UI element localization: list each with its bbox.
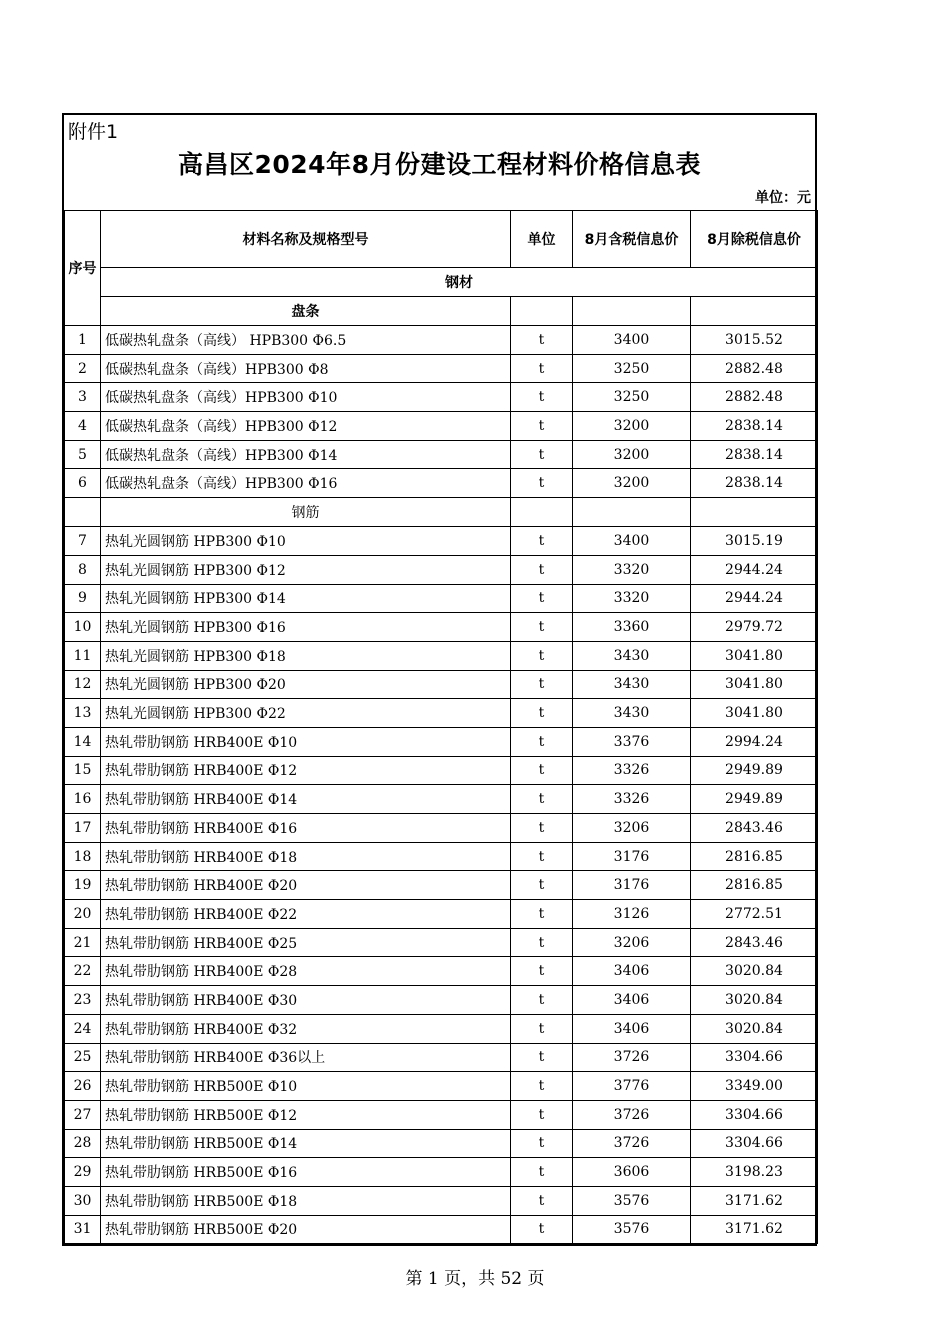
row-unit: t xyxy=(511,641,573,670)
row-seq: 14 xyxy=(65,727,101,756)
row-price-tax: 3726 xyxy=(573,1129,691,1158)
row-seq: 19 xyxy=(65,871,101,900)
row-price-tax: 3326 xyxy=(573,756,691,785)
row-unit: t xyxy=(511,928,573,957)
row-material-name: 热轧带肋钢筋 HRB500E Φ10 xyxy=(101,1072,511,1101)
row-unit: t xyxy=(511,1014,573,1043)
table-row xyxy=(65,727,818,756)
row-unit: t xyxy=(511,1129,573,1158)
section-row xyxy=(65,297,818,326)
header-unit: 单位 xyxy=(511,211,573,268)
row-material-name: 热轧带肋钢筋 HRB400E Φ36以上 xyxy=(101,1043,511,1072)
row-seq: 13 xyxy=(65,699,101,728)
row-seq: 11 xyxy=(65,641,101,670)
section-notax-cell xyxy=(691,297,818,326)
row-seq: 27 xyxy=(65,1100,101,1129)
row-seq: 16 xyxy=(65,785,101,814)
row-seq: 12 xyxy=(65,670,101,699)
row-price-notax: 2979.72 xyxy=(691,613,818,642)
row-price-notax: 2816.85 xyxy=(691,871,818,900)
table-row xyxy=(65,527,818,556)
row-material-name: 热轧光圆钢筋 HPB300 Φ16 xyxy=(101,613,511,642)
row-price-tax: 3320 xyxy=(573,584,691,613)
row-seq: 29 xyxy=(65,1158,101,1187)
row-seq: 18 xyxy=(65,842,101,871)
table-row xyxy=(65,613,818,642)
row-price-notax: 3041.80 xyxy=(691,699,818,728)
section-notax-cell xyxy=(691,498,818,527)
row-material-name: 热轧带肋钢筋 HRB500E Φ20 xyxy=(101,1215,511,1244)
row-price-tax: 3206 xyxy=(573,928,691,957)
row-unit: t xyxy=(511,986,573,1015)
row-material-name: 热轧带肋钢筋 HRB500E Φ16 xyxy=(101,1158,511,1187)
row-price-tax: 3176 xyxy=(573,871,691,900)
row-price-tax: 3430 xyxy=(573,670,691,699)
table-row xyxy=(65,383,818,412)
row-material-name: 热轧带肋钢筋 HRB400E Φ18 xyxy=(101,842,511,871)
price-sheet xyxy=(62,113,817,1246)
row-price-notax: 3304.66 xyxy=(691,1043,818,1072)
row-unit: t xyxy=(511,1043,573,1072)
table-row xyxy=(65,986,818,1015)
row-material-name: 热轧带肋钢筋 HRB400E Φ16 xyxy=(101,814,511,843)
row-price-notax: 2944.24 xyxy=(691,584,818,613)
row-unit: t xyxy=(511,670,573,699)
category-label: 钢材 xyxy=(101,268,818,297)
row-price-tax: 3400 xyxy=(573,527,691,556)
row-material-name: 热轧带肋钢筋 HRB400E Φ28 xyxy=(101,957,511,986)
row-unit: t xyxy=(511,785,573,814)
row-seq: 25 xyxy=(65,1043,101,1072)
row-price-notax: 3349.00 xyxy=(691,1072,818,1101)
row-unit: t xyxy=(511,814,573,843)
section-tax-cell xyxy=(573,297,691,326)
row-price-tax: 3406 xyxy=(573,1014,691,1043)
table-row xyxy=(65,326,818,355)
row-material-name: 热轧光圆钢筋 HPB300 Φ18 xyxy=(101,641,511,670)
row-price-tax: 3360 xyxy=(573,613,691,642)
row-unit: t xyxy=(511,871,573,900)
row-price-tax: 3776 xyxy=(573,1072,691,1101)
row-material-name: 热轧带肋钢筋 HRB400E Φ22 xyxy=(101,900,511,929)
annex-label: 附件1 xyxy=(68,121,119,143)
row-unit: t xyxy=(511,440,573,469)
row-price-notax: 3171.62 xyxy=(691,1215,818,1244)
table-row xyxy=(65,641,818,670)
section-unit-cell xyxy=(511,297,573,326)
row-seq: 23 xyxy=(65,986,101,1015)
row-seq: 22 xyxy=(65,957,101,986)
row-unit: t xyxy=(511,469,573,498)
table-row xyxy=(65,1129,818,1158)
row-price-notax: 2944.24 xyxy=(691,555,818,584)
row-price-notax: 3020.84 xyxy=(691,986,818,1015)
row-unit: t xyxy=(511,1100,573,1129)
table-row xyxy=(65,842,818,871)
row-material-name: 低碳热轧盘条（高线）HPB300 Φ10 xyxy=(101,383,511,412)
row-unit: t xyxy=(511,584,573,613)
table-row xyxy=(65,1158,818,1187)
row-price-notax: 2772.51 xyxy=(691,900,818,929)
row-price-notax: 2949.89 xyxy=(691,756,818,785)
row-unit: t xyxy=(511,412,573,441)
row-unit: t xyxy=(511,957,573,986)
row-unit: t xyxy=(511,527,573,556)
table-row xyxy=(65,928,818,957)
table-row xyxy=(65,1014,818,1043)
row-material-name: 低碳热轧盘条（高线）HPB300 Φ14 xyxy=(101,440,511,469)
table-row xyxy=(65,871,818,900)
row-material-name: 热轧带肋钢筋 HRB500E Φ12 xyxy=(101,1100,511,1129)
row-price-tax: 3250 xyxy=(573,383,691,412)
row-seq: 30 xyxy=(65,1186,101,1215)
row-price-notax: 3020.84 xyxy=(691,1014,818,1043)
row-unit: t xyxy=(511,842,573,871)
header-price-notax: 8月除税信息价 xyxy=(691,211,818,268)
row-material-name: 热轧光圆钢筋 HPB300 Φ14 xyxy=(101,584,511,613)
row-price-tax: 3376 xyxy=(573,727,691,756)
page-title: 高昌区2024年8月份建设工程材料价格信息表 xyxy=(178,150,701,179)
table-row xyxy=(65,699,818,728)
row-price-tax: 3430 xyxy=(573,641,691,670)
row-material-name: 热轧带肋钢筋 HRB400E Φ30 xyxy=(101,986,511,1015)
row-price-notax: 3015.19 xyxy=(691,527,818,556)
row-material-name: 热轧光圆钢筋 HPB300 Φ20 xyxy=(101,670,511,699)
table-row xyxy=(65,957,818,986)
row-material-name: 低碳热轧盘条（高线）HPB300 Φ12 xyxy=(101,412,511,441)
row-unit: t xyxy=(511,613,573,642)
row-material-name: 热轧带肋钢筋 HRB500E Φ14 xyxy=(101,1129,511,1158)
row-price-notax: 3041.80 xyxy=(691,641,818,670)
row-price-notax: 3041.80 xyxy=(691,670,818,699)
table-row xyxy=(65,814,818,843)
row-price-notax: 2994.24 xyxy=(691,727,818,756)
row-material-name: 热轧带肋钢筋 HRB400E Φ12 xyxy=(101,756,511,785)
section-unit-cell xyxy=(511,498,573,527)
row-price-tax: 3726 xyxy=(573,1043,691,1072)
table-row xyxy=(65,785,818,814)
row-material-name: 热轧光圆钢筋 HPB300 Φ22 xyxy=(101,699,511,728)
row-material-name: 热轧带肋钢筋 HRB500E Φ18 xyxy=(101,1186,511,1215)
category-row xyxy=(65,268,818,297)
row-seq: 9 xyxy=(65,584,101,613)
row-price-tax: 3726 xyxy=(573,1100,691,1129)
page-footer: 第 1 页，共 52 页 xyxy=(405,1269,545,1289)
table-row xyxy=(65,469,818,498)
section-seq-cell xyxy=(65,498,101,527)
row-price-tax: 3430 xyxy=(573,699,691,728)
row-material-name: 热轧带肋钢筋 HRB400E Φ14 xyxy=(101,785,511,814)
row-price-notax: 3020.84 xyxy=(691,957,818,986)
row-price-tax: 3250 xyxy=(573,354,691,383)
row-seq: 10 xyxy=(65,613,101,642)
row-price-notax: 2843.46 xyxy=(691,928,818,957)
table-row xyxy=(65,584,818,613)
row-price-notax: 2882.48 xyxy=(691,383,818,412)
row-price-tax: 3606 xyxy=(573,1158,691,1187)
row-material-name: 热轧带肋钢筋 HRB400E Φ25 xyxy=(101,928,511,957)
row-unit: t xyxy=(511,555,573,584)
row-material-name: 低碳热轧盘条（高线）HPB300 Φ8 xyxy=(101,354,511,383)
price-table xyxy=(64,210,818,1244)
row-unit: t xyxy=(511,354,573,383)
row-material-name: 热轧带肋钢筋 HRB400E Φ20 xyxy=(101,871,511,900)
section-row xyxy=(65,498,818,527)
row-price-notax: 2838.14 xyxy=(691,469,818,498)
row-price-tax: 3200 xyxy=(573,412,691,441)
row-seq: 15 xyxy=(65,756,101,785)
row-seq: 5 xyxy=(65,440,101,469)
row-unit: t xyxy=(511,727,573,756)
row-price-notax: 2843.46 xyxy=(691,814,818,843)
row-material-name: 热轧光圆钢筋 HPB300 Φ12 xyxy=(101,555,511,584)
row-price-tax: 3320 xyxy=(573,555,691,584)
table-row xyxy=(65,900,818,929)
table-row xyxy=(65,1100,818,1129)
table-row xyxy=(65,756,818,785)
row-price-tax: 3200 xyxy=(573,469,691,498)
row-unit: t xyxy=(511,326,573,355)
row-seq: 6 xyxy=(65,469,101,498)
row-seq: 28 xyxy=(65,1129,101,1158)
row-unit: t xyxy=(511,1186,573,1215)
row-unit: t xyxy=(511,699,573,728)
row-unit: t xyxy=(511,1072,573,1101)
row-price-notax: 2816.85 xyxy=(691,842,818,871)
row-price-tax: 3126 xyxy=(573,900,691,929)
table-row xyxy=(65,1072,818,1101)
row-price-tax: 3206 xyxy=(573,814,691,843)
row-seq: 8 xyxy=(65,555,101,584)
row-seq: 2 xyxy=(65,354,101,383)
row-seq: 24 xyxy=(65,1014,101,1043)
row-price-notax: 3304.66 xyxy=(691,1100,818,1129)
row-seq: 20 xyxy=(65,900,101,929)
row-unit: t xyxy=(511,900,573,929)
row-material-name: 热轧带肋钢筋 HRB400E Φ10 xyxy=(101,727,511,756)
row-price-notax: 3015.52 xyxy=(691,326,818,355)
section-title: 盘条 xyxy=(101,297,511,326)
table-row xyxy=(65,1215,818,1244)
row-seq: 4 xyxy=(65,412,101,441)
row-seq: 17 xyxy=(65,814,101,843)
header-price-tax: 8月含税信息价 xyxy=(573,211,691,268)
row-price-tax: 3200 xyxy=(573,440,691,469)
row-seq: 21 xyxy=(65,928,101,957)
table-row xyxy=(65,412,818,441)
header-name: 材料名称及规格型号 xyxy=(101,211,511,268)
row-price-tax: 3176 xyxy=(573,842,691,871)
row-seq: 7 xyxy=(65,527,101,556)
row-price-tax: 3576 xyxy=(573,1186,691,1215)
row-material-name: 低碳热轧盘条（高线）HPB300 Φ16 xyxy=(101,469,511,498)
section-title: 钢筋 xyxy=(101,498,511,527)
row-material-name: 热轧带肋钢筋 HRB400E Φ32 xyxy=(101,1014,511,1043)
row-seq: 31 xyxy=(65,1215,101,1244)
row-price-tax: 3576 xyxy=(573,1215,691,1244)
row-material-name: 低碳热轧盘条（高线） HPB300 Φ6.5 xyxy=(101,326,511,355)
table-row xyxy=(65,1186,818,1215)
row-price-notax: 2882.48 xyxy=(691,354,818,383)
row-price-tax: 3400 xyxy=(573,326,691,355)
row-seq: 3 xyxy=(65,383,101,412)
row-price-notax: 3171.62 xyxy=(691,1186,818,1215)
row-unit: t xyxy=(511,1215,573,1244)
row-unit: t xyxy=(511,756,573,785)
table-row xyxy=(65,555,818,584)
row-material-name: 热轧光圆钢筋 HPB300 Φ10 xyxy=(101,527,511,556)
header-row xyxy=(65,211,818,268)
row-unit: t xyxy=(511,383,573,412)
row-price-notax: 3198.23 xyxy=(691,1158,818,1187)
row-price-notax: 2838.14 xyxy=(691,440,818,469)
row-price-tax: 3406 xyxy=(573,986,691,1015)
table-row xyxy=(65,354,818,383)
header-seq: 序号 xyxy=(65,211,101,326)
table-row xyxy=(65,1043,818,1072)
row-price-notax: 3304.66 xyxy=(691,1129,818,1158)
row-unit: t xyxy=(511,1158,573,1187)
unit-note: 单位：元 xyxy=(755,190,811,206)
section-tax-cell xyxy=(573,498,691,527)
row-price-notax: 2838.14 xyxy=(691,412,818,441)
table-row xyxy=(65,670,818,699)
row-price-tax: 3326 xyxy=(573,785,691,814)
table-row xyxy=(65,440,818,469)
row-seq: 26 xyxy=(65,1072,101,1101)
row-price-notax: 2949.89 xyxy=(691,785,818,814)
row-price-tax: 3406 xyxy=(573,957,691,986)
row-seq: 1 xyxy=(65,326,101,355)
